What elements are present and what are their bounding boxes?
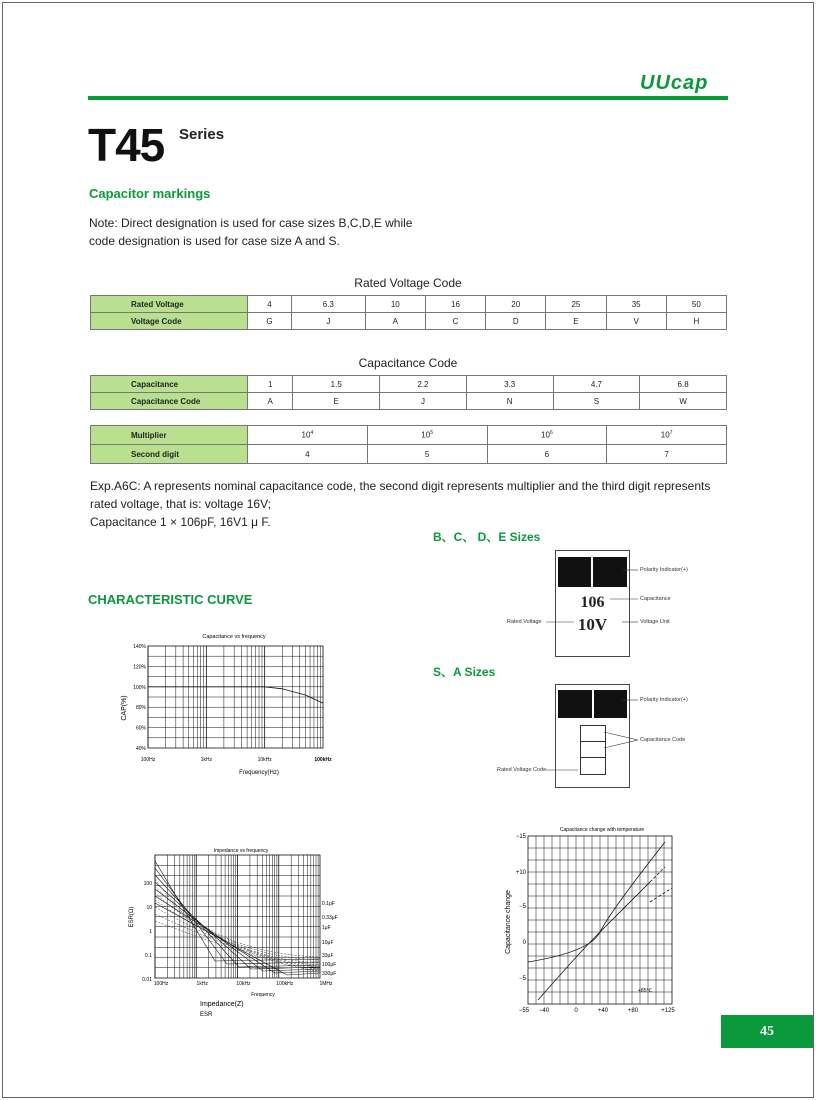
chart1-x-ticks bbox=[141, 757, 332, 763]
impedance-vs-frequency-chart bbox=[125, 843, 350, 1023]
note-line-2: code designation is used for case size A and S. bbox=[89, 234, 340, 248]
series-label: Series bbox=[179, 126, 225, 143]
page-title: T45 bbox=[88, 119, 165, 171]
multiplier-exponent: 4 bbox=[310, 430, 314, 437]
voltage-code-cell: J bbox=[291, 313, 365, 330]
chart1-y-tick-label: 140% bbox=[133, 644, 146, 650]
digit-cell: 6 bbox=[487, 445, 607, 464]
chart3-x-tick-label: +80 bbox=[627, 1008, 639, 1012]
sa-heading: S、A Sizes bbox=[433, 665, 496, 679]
voltage-code-cell: E bbox=[546, 313, 606, 330]
cap-code-cell: E bbox=[293, 393, 380, 410]
chart1-grid bbox=[148, 646, 323, 748]
multiplier-row bbox=[91, 426, 727, 445]
voltage-code-cell: V bbox=[606, 313, 666, 330]
cap-vs-frequency-chart bbox=[118, 628, 338, 778]
chart1-ylabel: CAP(%) bbox=[121, 695, 128, 721]
header-rule bbox=[88, 96, 728, 100]
bcde-capacitance-label: Capacitance bbox=[640, 596, 671, 602]
chart3-curve bbox=[538, 882, 653, 1000]
chart3-y-tick-label: −15 bbox=[515, 834, 526, 840]
chart1-series-line bbox=[148, 687, 323, 703]
cap-code-label: Capacitance Code bbox=[91, 393, 248, 410]
voltage-code-cell: C bbox=[425, 313, 485, 330]
chart1-y-tick-label: 100% bbox=[133, 684, 146, 691]
voltage-code-cell: A bbox=[365, 313, 425, 330]
chart1-x-tick-label: 1kHz bbox=[200, 757, 213, 763]
multiplier-cell: $10^5$ bbox=[367, 426, 487, 445]
multiplier-exponent: 7 bbox=[669, 430, 673, 437]
chart2-series-labels bbox=[322, 901, 338, 977]
example-text bbox=[90, 477, 730, 531]
sa-cap-code-label: Capacitance Code bbox=[640, 737, 686, 743]
sa-leader-lines bbox=[540, 690, 650, 780]
voltage-code-cell: D bbox=[486, 313, 546, 330]
chart2-series-label: 100μF bbox=[322, 962, 337, 968]
cap-code-row bbox=[91, 393, 727, 410]
chart2-x-tick-label: 100Hz bbox=[153, 981, 169, 987]
chart1-x-tick-label: 100kHz bbox=[314, 757, 332, 763]
chart1-x-tick-label: 100Hz bbox=[140, 757, 156, 763]
cap-code-cell: J bbox=[380, 393, 467, 410]
cap-cell: 3.3 bbox=[466, 376, 553, 393]
markings-heading: Capacitor markings bbox=[89, 186, 211, 201]
bcde-heading: B、C、 D、E Sizes bbox=[433, 530, 541, 544]
voltage-row bbox=[91, 296, 727, 313]
chart3-curve-dashed bbox=[650, 867, 665, 882]
chart2-series-label: 33μF bbox=[322, 953, 334, 959]
chart2-x-tick-label: 100kHz bbox=[276, 981, 294, 987]
chart3-y-ticks bbox=[516, 834, 527, 982]
voltage-cell: 4 bbox=[248, 296, 292, 313]
brand-logo: UUcap bbox=[640, 72, 709, 94]
voltage-code-row bbox=[91, 313, 727, 330]
multiplier-table bbox=[90, 425, 727, 464]
voltage-cell: 20 bbox=[486, 296, 546, 313]
chart2-caption-impedance: Impedance(Z) bbox=[200, 1001, 244, 1008]
voltage-code-cell: H bbox=[666, 313, 726, 330]
cap-cell: 4.7 bbox=[553, 376, 640, 393]
chart1-y-tick-label: 40% bbox=[135, 746, 146, 752]
multiplier-cell: $10^6$ bbox=[487, 426, 607, 445]
cap-code-cell: W bbox=[640, 393, 727, 410]
chart1-y-ticks bbox=[133, 644, 146, 752]
note-line-1: Note: Direct designation is used for case sizes B,C,D,E while bbox=[89, 216, 413, 230]
cap-cell: 1 bbox=[248, 376, 293, 393]
multiplier-cell: $10^4$ bbox=[248, 426, 368, 445]
bcde-leader-lines bbox=[540, 560, 650, 635]
second-digit-row bbox=[91, 445, 727, 464]
capacitance-label: Capacitance bbox=[91, 376, 248, 393]
chart2-y-ticks bbox=[142, 881, 152, 983]
chart3-y-tick-label: −5 bbox=[519, 904, 526, 910]
second-digit-label: Second digit bbox=[91, 445, 248, 464]
voltage-cell: 35 bbox=[606, 296, 666, 313]
chart2-y-tick-label: 0.1 bbox=[145, 953, 152, 959]
chart2-y-tick-label: 1 bbox=[149, 929, 152, 935]
voltage-cell: 25 bbox=[546, 296, 606, 313]
chart2-x-tick-label: 10kHz bbox=[236, 981, 251, 987]
chart3-title: Capacitance change with temperature bbox=[559, 827, 645, 833]
chart3-x-tick-label: +125 bbox=[661, 1008, 675, 1012]
cap-table-caption: Capacitance Code bbox=[358, 356, 458, 370]
chart2-series-label: 1μF bbox=[322, 925, 331, 931]
chart3-ylabel: Capacitance change bbox=[505, 890, 512, 954]
voltage-cell: 6.3 bbox=[291, 296, 365, 313]
sa-polarity-label: Polarity Indicator(+) bbox=[640, 697, 688, 703]
chart1-y-tick-label: 60% bbox=[135, 725, 146, 732]
chart3-x-tick-label: 0 bbox=[574, 1008, 578, 1012]
sa-rated-voltage-label: Rated Voltage Code bbox=[497, 767, 547, 773]
bcde-polarity-label: Polarity Indicator(+) bbox=[640, 567, 688, 573]
chart2-y-tick-label: 0.01 bbox=[142, 977, 152, 983]
voltage-cell: 50 bbox=[666, 296, 726, 313]
bcde-rated-voltage-label: Rated Voltage bbox=[507, 619, 542, 625]
chart3-x-tick-label: +40 bbox=[597, 1008, 609, 1012]
cap-code-cell: N bbox=[466, 393, 553, 410]
chart1-y-tick-label: 120% bbox=[133, 664, 146, 671]
multiplier-cell: $10^7$ bbox=[607, 426, 727, 445]
chart2-y-tick-label: 100 bbox=[143, 881, 152, 887]
capacitance-row bbox=[91, 376, 727, 393]
multiplier-exponent: 5 bbox=[430, 430, 433, 437]
chart3-x-tick-label: −40 bbox=[538, 1008, 550, 1012]
chart3-y-tick-label: −5 bbox=[519, 976, 526, 982]
chart2-title: Impedance vs frequency bbox=[213, 848, 269, 854]
voltage-table-caption: Rated Voltage Code bbox=[354, 276, 462, 290]
cap-code-cell: A bbox=[248, 393, 293, 410]
chart2-series-label: 330μF bbox=[322, 971, 337, 977]
capacitance-table bbox=[90, 375, 727, 410]
bcde-voltage-unit-label: Voltage Unit bbox=[640, 619, 670, 625]
chart2-x-tick-label: 1kHz bbox=[196, 981, 208, 987]
cap-cell: 6.8 bbox=[640, 376, 727, 393]
cap-code-cell: S bbox=[553, 393, 640, 410]
chart2-x-tick-label: 1MHz bbox=[319, 981, 333, 987]
chart3-annotation: +85℃ bbox=[638, 988, 653, 994]
cap-marking: 106 bbox=[580, 594, 605, 611]
chart2-xlabel: Frequency bbox=[251, 992, 275, 998]
example-line-3: Capacitance 1 × 106pF, 16V1 μ F. bbox=[90, 515, 271, 529]
chart2-x-ticks bbox=[154, 981, 333, 987]
chart2-y-tick-label: 10 bbox=[146, 905, 152, 911]
chart3-x-ticks bbox=[519, 1008, 676, 1012]
characteristic-curve-heading: CHARACTERISTIC CURVE bbox=[88, 592, 253, 607]
digit-cell: 7 bbox=[607, 445, 727, 464]
markings-note bbox=[89, 214, 469, 250]
chart2-series-label: 0.1μF bbox=[322, 901, 335, 907]
example-line-1: Exp.A6C: A represents nominal capacitance code, the second digit represents multiplier and the third digit represents bbox=[90, 479, 711, 493]
voltage-code-label: Voltage Code bbox=[91, 313, 248, 330]
chart2-series-label: 10μF bbox=[322, 940, 334, 946]
cap-change-temperature-chart bbox=[500, 822, 680, 1012]
voltage-cell: 10 bbox=[365, 296, 425, 313]
page-number: 45 bbox=[721, 1015, 813, 1048]
multiplier-label: Multiplier bbox=[91, 426, 248, 445]
voltage-cell: 16 bbox=[425, 296, 485, 313]
multiplier-exponent: 6 bbox=[549, 430, 553, 437]
cap-cell: 2.2 bbox=[380, 376, 467, 393]
chart2-ylabel: ESR(Ω) bbox=[129, 906, 135, 928]
chart3-curve-dashed bbox=[650, 888, 672, 902]
digit-cell: 5 bbox=[367, 445, 487, 464]
chart2-caption-esr: ESR bbox=[200, 1012, 213, 1018]
chart1-title: Capacitance vs frequency bbox=[202, 634, 266, 640]
chart3-y-tick-label: 0 bbox=[522, 940, 526, 946]
voltage-table bbox=[90, 295, 727, 330]
chart1-y-tick-label: 80% bbox=[135, 705, 146, 712]
chart1-x-tick-label: 10kHz bbox=[257, 757, 272, 763]
rated-voltage-label: Rated Voltage bbox=[91, 296, 248, 313]
chart3-y-tick-label: +10 bbox=[515, 870, 526, 876]
digit-cell: 4 bbox=[248, 445, 368, 464]
chart3-x-tick-label: −55 bbox=[518, 1008, 530, 1012]
voltage-marking: 10V bbox=[577, 615, 608, 634]
chart2-series-label: 0.33μF bbox=[322, 915, 338, 921]
example-line-2: rated voltage, that is: voltage 16V; bbox=[90, 497, 272, 511]
chart1-xlabel: Frequency(Hz) bbox=[239, 770, 279, 776]
voltage-code-cell: G bbox=[248, 313, 292, 330]
cap-cell: 1.5 bbox=[293, 376, 380, 393]
